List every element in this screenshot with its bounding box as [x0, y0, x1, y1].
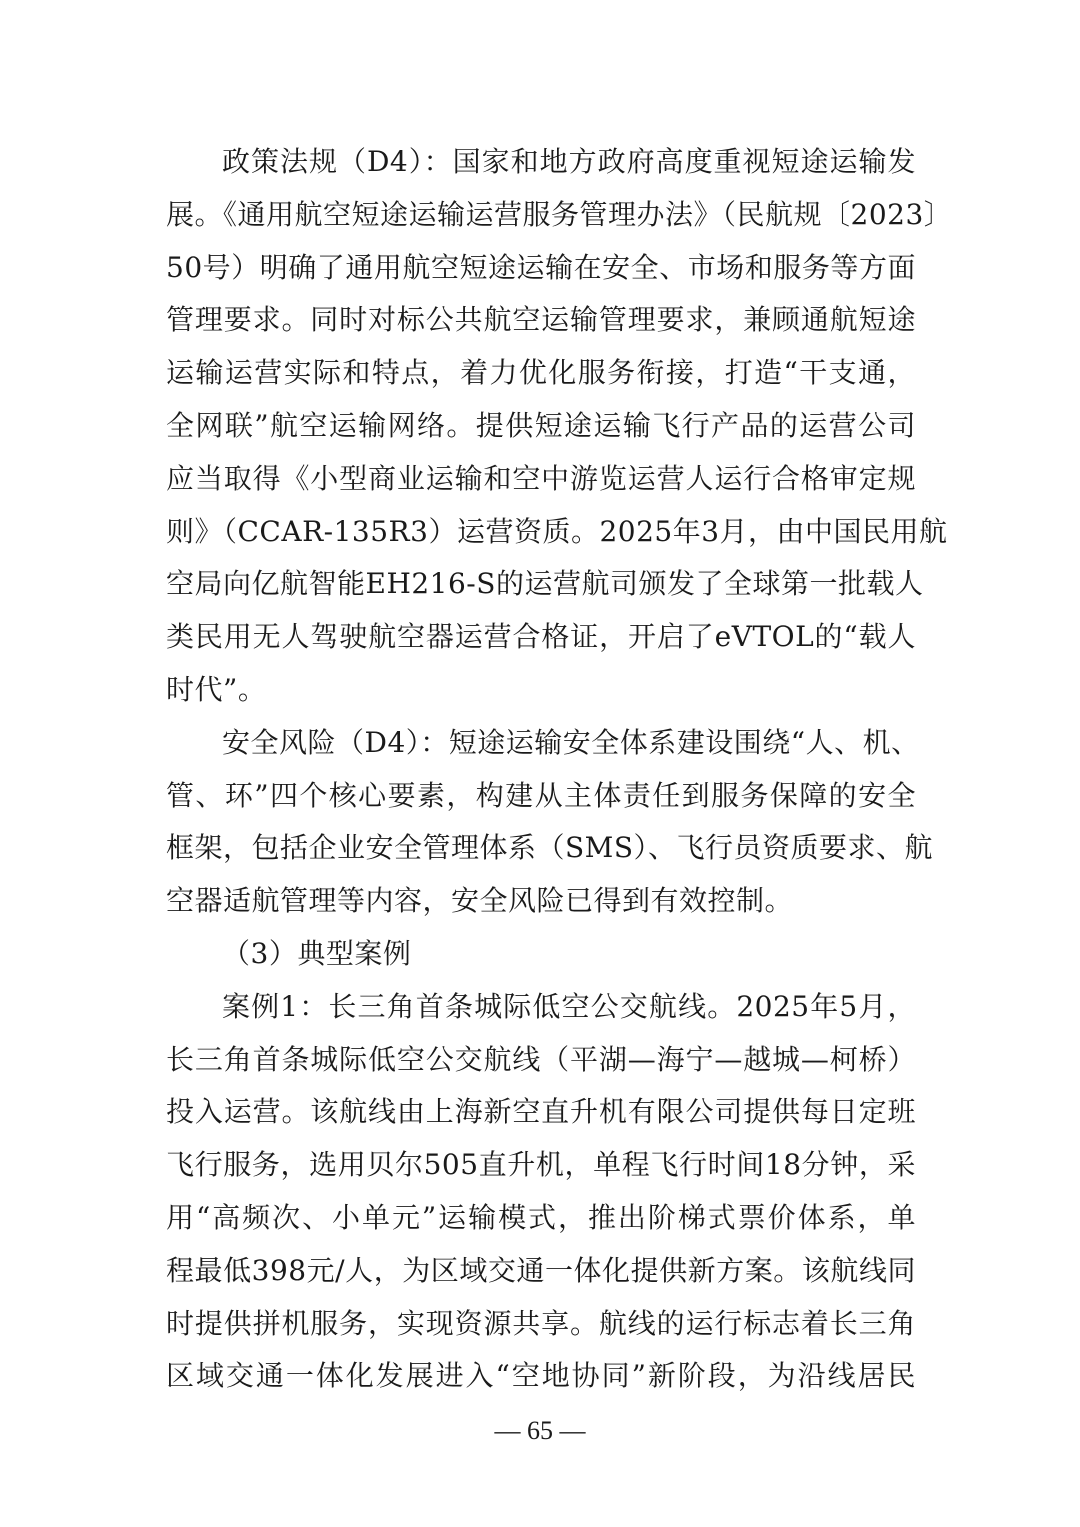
text-line: 管、环”四个核心要素，构建从主体责任到服务保障的安全 — [166, 779, 916, 812]
page-number: — 65 — — [494, 1416, 586, 1445]
section-heading: （3）典型案例 — [222, 937, 412, 970]
text-line: 程最低398元/人，为区域交通一体化提供新方案。该航线同 — [166, 1254, 916, 1287]
text-line: 投入运营。该航线由上海新空直升机有限公司提供每日定班 — [166, 1095, 916, 1128]
text-line: 展。《通用航空短途运输运营服务管理办法》（民航规〔2023〕 — [166, 198, 953, 231]
text-line: 全网联”航空运输网络。提供短途运输飞行产品的运营公司 — [166, 409, 916, 442]
text-line: 空器适航管理等内容，安全风险已得到有效控制。 — [166, 884, 794, 917]
text-line: 案例1：长三角首条城际低空公交航线。2025年5月， — [222, 990, 916, 1023]
text-line: 框架，包括企业安全管理体系（SMS）、飞行员资质要求、航 — [166, 831, 934, 864]
text-line: 类民用无人驾驶航空器运营合格证，开启了eVTOL的“载人 — [166, 620, 916, 653]
text-line: 时提供拼机服务，实现资源共享。航线的运行标志着长三角 — [166, 1307, 916, 1340]
text-line: 长三角首条城际低空公交航线（平湖—海宁—越城—柯桥） — [166, 1043, 916, 1076]
text-line: 安全风险（D4）：短途运输安全体系建设围绕“人、机、 — [222, 726, 920, 759]
text-line: 则》（CCAR-135R3）运营资质。2025年3月，由中国民用航 — [166, 515, 948, 548]
text-line: 50号）明确了通用航空短途运输在安全、市场和服务等方面 — [166, 251, 916, 284]
text-line: 空局向亿航智能EH216-S的运营航司颁发了全球第一批载人 — [166, 567, 924, 600]
text-line: 区域交通一体化发展进入“空地协同”新阶段，为沿线居民 — [166, 1359, 916, 1392]
text-line: 用“高频次、小单元”运输模式，推出阶梯式票价体系，单 — [166, 1201, 916, 1234]
text-line: 政策法规（D4）：国家和地方政府高度重视短途运输发 — [222, 145, 916, 178]
text-line: 时代”。 — [166, 673, 267, 706]
text-line: 管理要求。同时对标公共航空运输管理要求，兼顾通航短途 — [166, 303, 916, 336]
text-line: 应当取得《小型商业运输和空中游览运营人运行合格审定规 — [166, 462, 916, 495]
text-line: 飞行服务，选用贝尔505直升机，单程飞行时间18分钟，采 — [166, 1148, 916, 1181]
text-line: 运输运营实际和特点，着力优化服务衔接，打造“干支通， — [166, 356, 916, 389]
